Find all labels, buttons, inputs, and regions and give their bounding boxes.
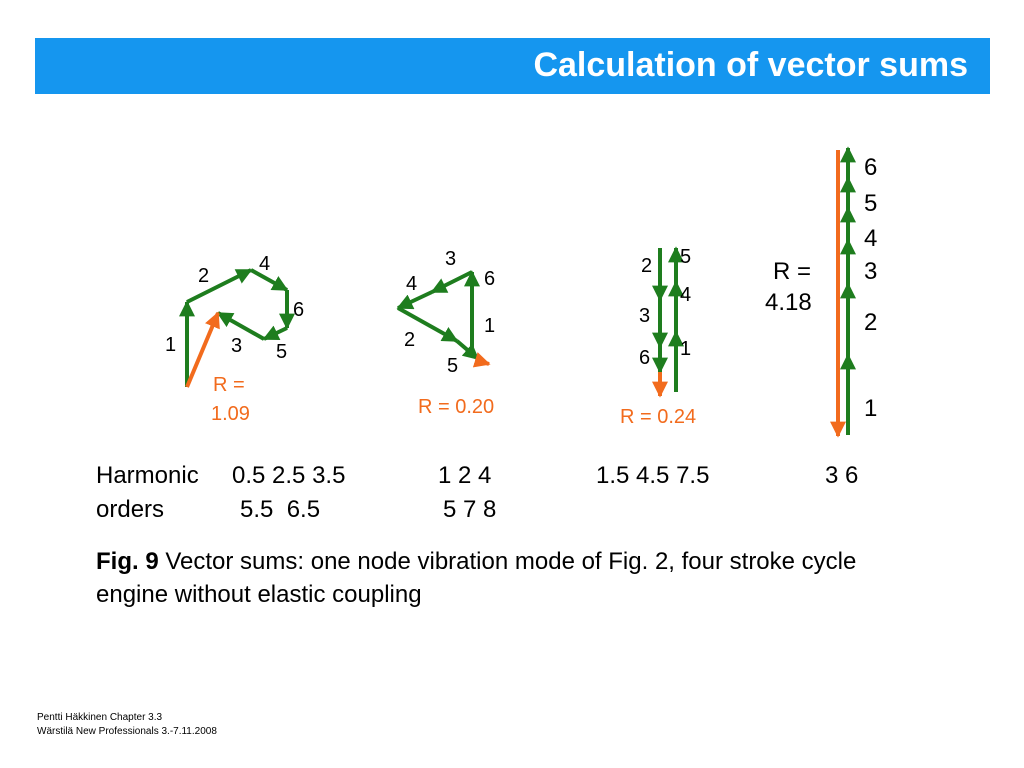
vector-2 [187,270,251,302]
vector-label: 6 [484,268,496,290]
vector-label: 6 [293,299,305,321]
vector-label: 2 [641,255,653,277]
harmonic-values: 1 2 4 [438,462,492,489]
slide-title: Calculation of vector sums [533,46,968,84]
vector-label: 4 [864,225,878,252]
vector-label: 5 [864,190,878,217]
vector-label: 3 [445,248,457,270]
figure-number: Fig. 9 [96,548,159,575]
vector-label: 4 [259,253,271,275]
result-label: R = [773,258,812,285]
vector-label: 3 [864,258,878,285]
figure-caption-text: Vector sums: one node vibration mode of Fig. 2, four stroke cycle engine without elastic coupling [96,548,857,608]
harmonic-row-label: Harmonic [96,462,199,489]
vector-label: 2 [198,265,210,287]
footer [37,711,217,739]
result-label: 1.09 [211,403,250,425]
harmonic-values: 3 6 [825,462,859,489]
vector-label: 1 [680,338,692,360]
result-label: 4.18 [765,289,812,316]
diagram-1 [187,270,287,387]
vector-6 [432,272,472,292]
footer-event: Wärstilä New Professionals 3.-7.11.2008 [37,726,217,737]
result-label: R = [213,374,245,396]
vector-label: 1 [864,395,878,422]
vector-label: 6 [864,154,878,181]
figure-caption [96,545,896,611]
vector-label: 5 [276,341,288,363]
vector-label: 5 [447,355,459,377]
vector-label: 5 [680,246,692,268]
vector-label: 4 [406,273,418,295]
vector-label: 2 [404,329,416,351]
vector-label: 3 [639,305,651,327]
harmonic-values: 1.5 4.5 7.5 [596,462,710,489]
footer-author: Pentti Häkkinen Chapter 3.3 [37,712,163,723]
vector-5 [264,328,287,339]
vector-label: 1 [165,334,177,356]
vector-label: 3 [231,335,243,357]
diagram-4 [838,148,848,436]
vector-label: 2 [864,309,878,336]
harmonic-values: 0.5 2.5 3.5 [232,462,346,489]
vector-label: 1 [484,315,496,337]
result-label: R = 0.20 [418,396,495,418]
harmonic-row-label: orders [96,496,165,523]
result-label: R = 0.24 [620,406,697,428]
vector-label: 6 [639,347,651,369]
diagram-3 [660,248,676,396]
vector-label: 4 [680,284,692,306]
harmonic-values: 5.5 6.5 [240,496,321,523]
vector-5 [457,341,478,359]
harmonic-values: 5 7 8 [443,496,497,523]
